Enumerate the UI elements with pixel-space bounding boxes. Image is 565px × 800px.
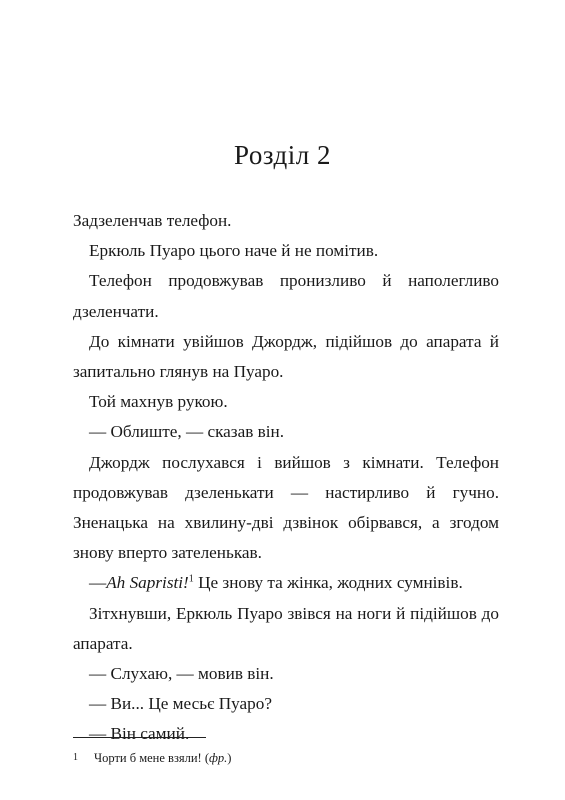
footnote: [73, 750, 503, 766]
footnote-close: ): [227, 751, 232, 765]
dash: —: [89, 573, 107, 593]
paragraph: — Ви... Це месьє Пуаро?: [89, 694, 272, 714]
footnote-divider: [73, 737, 206, 738]
paragraph: Еркюль Пуаро цього наче й не помітив.: [89, 241, 379, 261]
footnote-number: 1: [73, 752, 78, 763]
footnote-text: Чорти б мене взяли! (: [94, 751, 210, 765]
paragraph: Той махнув рукою.: [89, 392, 228, 412]
paragraph: Задзеленчав телефон.: [73, 211, 232, 230]
body-text: [73, 206, 499, 750]
paragraph: Зітхнувши, Еркюль Пуаро звівся на ноги й підійшов до апарата.: [73, 603, 499, 653]
chapter-title: Розділ 2: [234, 140, 331, 170]
paragraph-exclamation: [73, 568, 499, 598]
french-exclamation: Ah Sapristi!: [106, 573, 189, 593]
paragraph: — Слухаю, — мовив він.: [89, 664, 274, 684]
footnote-reference: 1: [188, 573, 194, 585]
paragraph: Телефон продовжував пронизливо й наполегливо дзеленчати.: [73, 271, 499, 321]
paragraph: Джордж послухався і вийшов з кімнати. Телефон продовжував дзеленькати — настирливо й гучно. Зненацька на хвилину-дві дзвінок обірвався, а згодом знову вперто зателенькав.: [73, 452, 499, 563]
footnote-italic: фр.: [209, 751, 228, 765]
exclamation-rest: Це знову та жінка, жодних сумнівів.: [193, 573, 463, 593]
paragraph: До кімнати увійшов Джордж, підійшов до апарата й запитально глянув на Пуаро.: [73, 331, 499, 382]
paragraph: — Він самий.: [89, 724, 190, 744]
paragraph: — Облиште, — сказав він.: [89, 422, 285, 442]
